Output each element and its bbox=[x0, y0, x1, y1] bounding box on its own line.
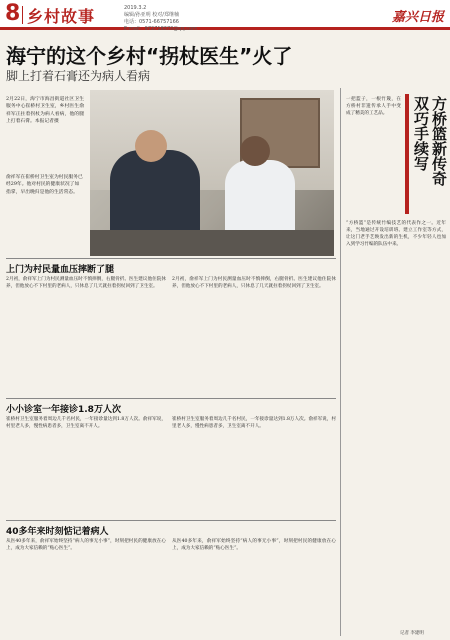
article-subhead: 脚上打着石膏还为病人看病 bbox=[6, 69, 151, 83]
divider bbox=[22, 6, 23, 24]
section-divider bbox=[6, 398, 336, 399]
sidebar-vertical-title bbox=[405, 94, 447, 214]
page-meta bbox=[124, 5, 324, 33]
phone-line: 电话：0571-66757166 bbox=[124, 19, 179, 25]
section-body-1: 2月初，俞祥军上门为村民测量血压时不慎摔倒，右腿骨折。医生建议他住院休养，但他放心不下村里的老病人，只休息了几天就拄着拐杖回到了卫生室。 bbox=[6, 277, 166, 289]
photo-table bbox=[90, 230, 334, 256]
date-line: 2019.3.2 bbox=[124, 5, 147, 11]
title-accent-bar bbox=[405, 94, 409, 214]
newspaper-logo: 嘉兴日报 bbox=[391, 10, 444, 25]
section-divider bbox=[6, 258, 336, 259]
article-headline: 海宁的这个乡村“拐杖医生”火了 bbox=[6, 44, 293, 68]
news-photo bbox=[90, 90, 334, 256]
section-divider bbox=[6, 520, 336, 521]
section-heading-2: 小小诊室一年接诊1.8万人次 bbox=[6, 405, 121, 415]
column-rule bbox=[340, 88, 341, 636]
page-number: 8 bbox=[5, 1, 21, 26]
section-heading-1: 上门为村民量血压摔断了腿 bbox=[6, 265, 115, 275]
masthead bbox=[0, 0, 450, 30]
sidebar-title-col1: 双巧手续写 bbox=[412, 96, 430, 171]
section-title: 乡村故事 bbox=[27, 7, 96, 26]
photo-caption: 俞祥军在崔桥村卫生室为村民服务已经29年。他对村民的健康状况了如指掌，早出晚归是他的生活常态。 bbox=[6, 175, 83, 195]
sidebar-lead-text: 一把篮子，一根竹篾，在方桥村非遗传承人手中变成了精美的工艺品。 bbox=[346, 97, 401, 116]
section-body-3b: 从医40多年来，俞祥军始终坚持“病人的事无小事”，时刻把村民的健康放在心上，成为大家信赖的“贴心医生”。 bbox=[172, 539, 336, 551]
editor-line: 编辑/孙亚明 校对/郑继楠 bbox=[124, 12, 179, 18]
photo-intro-text: 2月22日，海宁市海昌街道社区卫生服务中心崔桥村卫生室，乡村医生俞祥军正拄着拐杖为病人看病，他的腿上打着石膏。本报记者摄 bbox=[6, 97, 84, 125]
email-line: E-mail：972718370@qq.com bbox=[124, 26, 197, 32]
photo-patient-head bbox=[135, 130, 167, 162]
sidebar-body-text: “方桥篮”是传统竹编技艺的代表作之一。近年来，当地通过开设培训班、建立工作室等方式，让这门老手艺焕发出新的生机，不少年轻人也加入到学习竹编的队伍中来。 bbox=[346, 221, 446, 247]
sidebar-title-col2: 方桥篮新传奇 bbox=[430, 96, 448, 186]
section-body-2b: 崔桥村卫生室服务着周边几千名村民，一年接诊量达到1.8万人次。俞祥军说，村里老人多，慢性病患者多，卫生室离不开人。 bbox=[172, 417, 336, 429]
section-body-3: 从医40多年来，俞祥军始终坚持“病人的事无小事”，时刻把村民的健康放在心上，成为大家信赖的“贴心医生”。 bbox=[6, 539, 166, 551]
photo-doctor-head bbox=[240, 136, 270, 166]
section-heading-3: 40多年来时刻惦记着病人 bbox=[6, 527, 109, 537]
sidebar-byline: 记者 李建明 bbox=[400, 631, 424, 636]
section-body-1b: 2月初，俞祥军上门为村民测量血压时不慎摔倒，右腿骨折。医生建议他住院休养，但他放心不下村里的老病人，只休息了几天就拄着拐杖回到了卫生室。 bbox=[172, 277, 336, 289]
section-body-2: 崔桥村卫生室服务着周边几千名村民，一年接诊量达到1.8万人次。俞祥军说，村里老人多，慢性病患者多，卫生室离不开人。 bbox=[6, 417, 166, 429]
